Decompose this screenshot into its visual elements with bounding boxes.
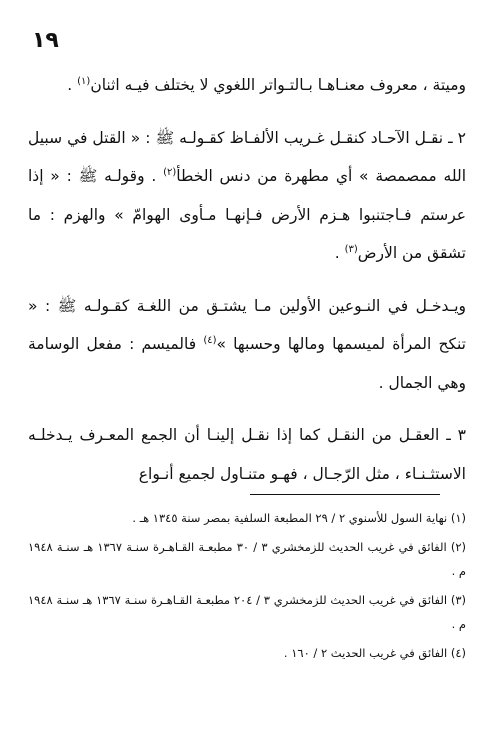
paragraph-1 [28, 66, 466, 105]
footnote-ref-1: (١) [77, 75, 91, 87]
footnote-3: (٣) الفائق في غريب الحديث للزمخشري ٣ / ٢٠٤ مطبعـة القـاهـرة سنـة ١٣٦٧ هـ سنـة ١٩٤٨ م . [28, 593, 466, 631]
footnote-1: (١) نهاية السول للأسنوي ٢ / ٢٩ المطبعة السلفية بمصر سنة ١٣٤٥ هـ . [132, 511, 466, 525]
footnote-divider [250, 494, 440, 495]
paragraph-2: ٢ ـ نقـل الآحـاد كنقـل غـريب الألفـاظ كقـولـه ﷺ : « القتل في سبيل الله ممصمصة » أي مطهرة من دنس الخطأ$^{(٢)}$ . وقولـه ﷺ : « إذا عرستم فـاجتنبوا هـزم الأرض فـإنهـا مـأوى الهوامّ » والهزم : ما تشقق من الأرض$^{(٣)}$ . [28, 128, 466, 262]
paragraph-2b-text: وقولـه ﷺ : « إذا عرستم فـاجتنبوا هـزم الأرض فـإنهـا مـأوى الهوامّ » والهزم : ما تشقق من الأرض [28, 167, 466, 262]
footnote-4: (٤) الفائق في غريب الحديث ٢ / ١٦٠ . [283, 646, 466, 660]
paragraph-3 [28, 287, 466, 403]
footnote-ref-4: (٤) [203, 334, 217, 346]
footnotes-section [28, 506, 466, 665]
footnote-ref-3: (٣) [344, 243, 358, 255]
page-number: ١٩ [32, 28, 59, 53]
paragraph-4 [28, 416, 466, 493]
paragraph-3-text: ويـدخـل في النـوعين الأولين مـا يشتـق من اللغـة كقـولـه ﷺ : « تنكح المرأة لميسمها ومالها وحسبها » [28, 296, 466, 353]
paragraph-3b-text: فالميسم : مفعل الوسامة وهي الجمال . [28, 335, 466, 392]
paragraph-2b-end: . [334, 244, 345, 262]
paragraph-1-text: وميتة ، معروف معنـاهـا بـالتـواتر اللغوي لا يختلف فيـه اثنان [90, 76, 466, 94]
paragraph-1-end: . [67, 76, 78, 94]
paragraph-4-text: ٣ ـ العقـل من النقـل كما إذا نقـل إلينـا أن الجمع المعـرف يـدخلـه الاستثـنـاء ، مثل الرّجـال ، فهـو متنـاول لجميع أنـواع [28, 426, 466, 483]
paragraph-2-text: ٢ ـ نقـل الآحـاد كنقـل غـريب الألفـاظ كقـولـه ﷺ : « القتل في سبيل الله ممصمصة » أي مطهرة من دنس الخطأ [28, 128, 466, 185]
main-text [28, 66, 466, 493]
footnote-2: (٢) الفائق في غريب الحديث للزمخشري ٣ / ٣٠ مطبعـة القـاهـرة سنـة ١٣٦٧ هـ سنـة ١٩٤٨ م . [28, 540, 466, 578]
footnote-ref-2: (٢) [163, 166, 177, 178]
